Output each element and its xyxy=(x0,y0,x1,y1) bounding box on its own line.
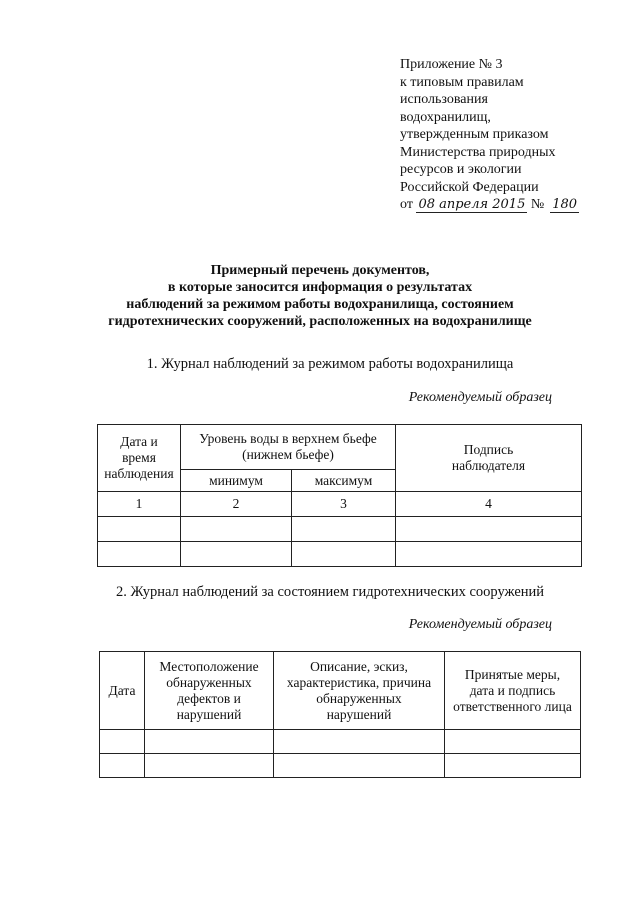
table-row xyxy=(100,754,581,778)
handwritten-number: 180 xyxy=(552,197,578,212)
title-line: гидротехнических сооружений, расположенных на водохранилище xyxy=(108,314,532,329)
appendix-line: Министерства природных xyxy=(400,144,556,160)
appendix-line: водохранилищ, xyxy=(400,109,491,125)
col-description: Описание, эскиз, характеристика, причина обнаруженных нарушений xyxy=(274,652,445,730)
table-row xyxy=(98,542,582,567)
appendix-line: утвержденным приказом xyxy=(400,127,549,142)
section1-sample-label: Рекомендуемый образец xyxy=(408,390,552,405)
date-prefix: от xyxy=(400,197,413,212)
empty-cell xyxy=(100,730,145,754)
appendix-line: использования xyxy=(400,92,488,107)
title-line: Примерный перечень документов, xyxy=(210,263,430,278)
col-observer-signature: Подпись наблюдателя xyxy=(396,425,582,492)
appendix-line: Российской Федерации xyxy=(400,179,539,195)
section2-heading: 2. Журнал наблюдений за состоянием гидротехнических сооружений xyxy=(115,584,545,600)
empty-cell xyxy=(292,542,396,567)
empty-cell xyxy=(445,754,581,778)
appendix-line: ресурсов и экологии xyxy=(400,162,522,177)
col-date-time: Дата и время наблюдения xyxy=(98,425,181,492)
empty-cell xyxy=(145,730,274,754)
col-number: 1 xyxy=(98,492,181,517)
col-measures-taken: Принятые меры, дата и подпись ответственного лица xyxy=(445,652,581,730)
col-date: Дата xyxy=(100,652,145,730)
observation-journal-table xyxy=(97,424,582,567)
table-row xyxy=(98,517,582,542)
title-line: в которые заносится информация о результатах xyxy=(167,280,473,295)
appendix-header xyxy=(400,56,590,214)
empty-cell xyxy=(396,517,582,542)
order-date-line xyxy=(400,196,590,214)
empty-cell xyxy=(274,730,445,754)
structures-journal-table xyxy=(99,651,581,778)
empty-cell xyxy=(98,542,181,567)
empty-cell xyxy=(274,754,445,778)
title-line: наблюдений за режимом работы водохранилища, состоянием xyxy=(126,297,514,312)
col-maximum: максимум xyxy=(292,470,396,492)
section1-heading: 1. Журнал наблюдений за режимом работы водохранилища xyxy=(146,356,514,372)
empty-cell xyxy=(100,754,145,778)
col-number: 2 xyxy=(181,492,292,517)
empty-cell xyxy=(292,517,396,542)
appendix-line: Приложение № 3 xyxy=(400,57,503,72)
col-defect-location: Местоположение обнаруженных дефектов и нарушений xyxy=(145,652,274,730)
col-number: 3 xyxy=(292,492,396,517)
empty-cell xyxy=(181,517,292,542)
handwritten-date: 08 апреля 2015 xyxy=(418,197,526,212)
empty-cell xyxy=(98,517,181,542)
section2-sample-label: Рекомендуемый образец xyxy=(408,617,552,632)
col-minimum: минимум xyxy=(181,470,292,492)
empty-cell xyxy=(181,542,292,567)
col-number: 4 xyxy=(396,492,582,517)
number-prefix: № xyxy=(530,197,545,212)
document-title xyxy=(60,262,580,330)
empty-cell xyxy=(396,542,582,567)
empty-cell xyxy=(445,730,581,754)
table-row xyxy=(100,730,581,754)
empty-cell xyxy=(145,754,274,778)
col-water-level: Уровень воды в верхнем бьефе (нижнем бьефе) xyxy=(181,425,396,470)
appendix-line: к типовым правилам xyxy=(400,74,524,90)
